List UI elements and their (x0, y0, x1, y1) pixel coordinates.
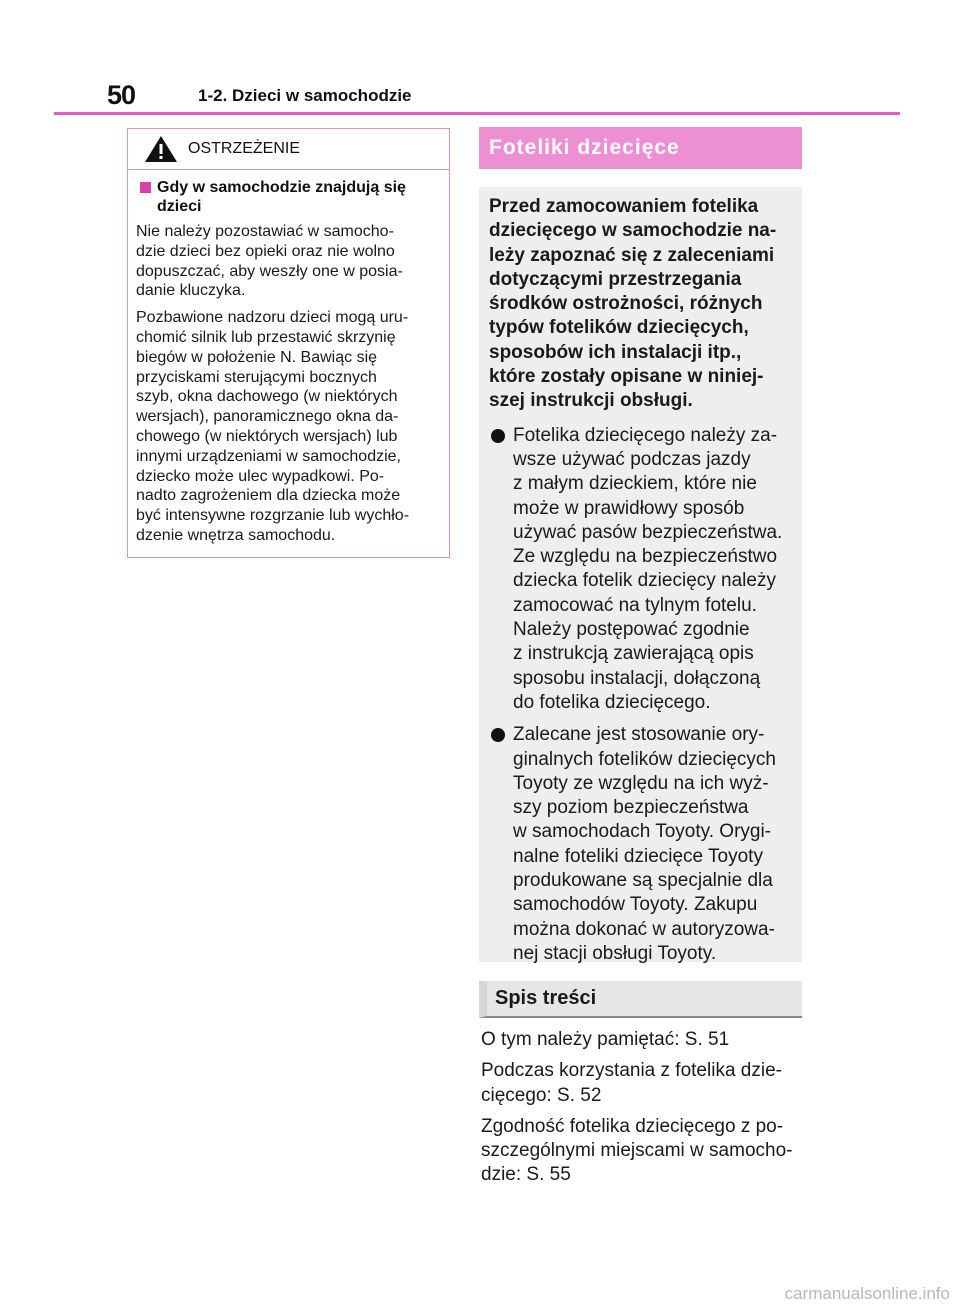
toc-heading: Spis treści (479, 981, 802, 1018)
square-bullet-icon (140, 182, 151, 193)
page-number: 50 (107, 80, 136, 110)
warning-header (128, 129, 449, 170)
bullet-dot-icon (491, 429, 505, 443)
warning-subheading-text: Gdy w samochodzie znajdują się dzieci (157, 179, 406, 215)
bullet-text: Zalecane jest stosowanie ory- ginalnych fotelików dziecięcych Toyoty ze względu na ich wyż- szy poziom bezpieczeństwa w samochodach Toyoty. Orygi- nalne foteliki dziecięce Toyoty produkowane są specjalnie dla samochodów Toyoty. Zakupu można dokonać w autoryzowa- nej stacji obsługi Toyoty. (513, 724, 776, 964)
toc-link[interactable]: Podczas korzystania z fotelika dzie- cięcego: S. 52 (481, 1060, 782, 1106)
bullet-dot-icon (491, 728, 505, 742)
main-heading: Foteliki dziecięce (479, 127, 802, 169)
toc-link[interactable]: O tym należy pamiętać: S. 51 (481, 1029, 730, 1050)
warning-label: OSTRZEŻENIE (188, 140, 301, 157)
bullet-text: Fotelika dziecięcego należy za- wsze używać podczas jazdy z małym dzieckiem, które nie może w prawidłowy sposób używać pasów bezpieczeństwa. Ze względu na bezpieczeństwo dziecka fotelik dziecięcy należy zamocować na tylnym fotelu. Należy postępować zgodnie z instrukcją zawierającą opis sposobu instalacji, dołączoną do fotelika dziecięcego. (513, 424, 783, 713)
warning-body (128, 170, 449, 546)
warning-paragraph: Pozbawione nadzoru dzieci mogą uru- chomić silnik lub przestawić skrzynię biegów w położenie N. Bawiąc się przyciskami sterującymi bocznych szyb, okna dachowego (w niektórych wersjach), panoramicznego okna da- chowego (w niektórych wersjach) lub innymi urządzeniami w samochodzie, dziecko może ulec wypadkowi. Po- nadto zagrożeniem dla dziecka może być intensywne rozgrzanie lub wychło- dzenie wnętrza samochodu. (136, 309, 410, 544)
toc-list (481, 1028, 803, 1195)
list-item (489, 424, 792, 716)
warning-triangle-icon (144, 135, 178, 163)
warning-subheading (136, 178, 441, 216)
list-item (489, 723, 792, 966)
header-divider (54, 112, 900, 115)
warning-paragraph: Nie należy pozostawiać w samocho- dzie dzieci bez opieki oraz nie wolno dopuszczać, aby weszły one w posia- danie kluczyka. (136, 223, 403, 300)
intro-text: Przed zamocowaniem fotelika dziecięcego w samochodzie na- leży zapoznać się z zaleceniami dotyczącymi przestrzegania środków ostrożności, różnych typów fotelików dziecięcych, sposobów ich instalacji itp., które zostały opisane w niniej- szej instrukcji obsługi. (489, 196, 777, 412)
toc-link[interactable]: Zgodność fotelika dziecięcego z po- szczególnymi miejscami w samocho- dzie: S. 55 (481, 1115, 793, 1186)
info-box (479, 187, 802, 962)
watermark: carmanualsonline.info (784, 1284, 950, 1303)
warning-box (127, 128, 450, 558)
section-title: 1-2. Dzieci w samochodzie (198, 86, 412, 105)
